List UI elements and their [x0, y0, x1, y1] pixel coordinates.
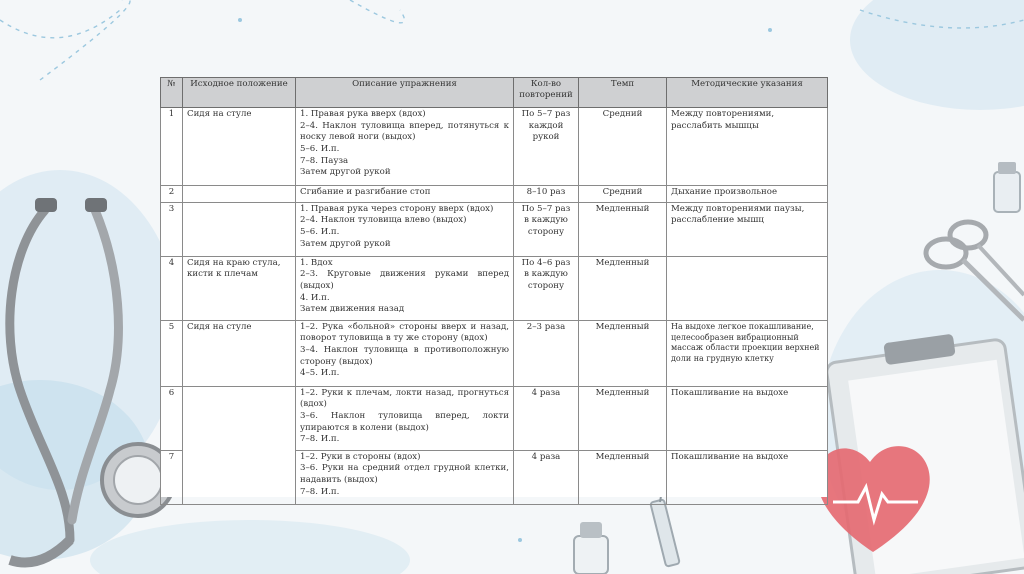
header-number: №	[161, 78, 183, 108]
row-notes	[667, 256, 828, 320]
description-line: Сгибание и разгибание стоп	[300, 187, 431, 197]
row-position	[183, 186, 296, 203]
header-notes: Методические указания	[667, 78, 828, 108]
description-line: 4. И.п.	[300, 292, 330, 303]
row-position	[183, 386, 296, 504]
row-tempo: Медленный	[579, 256, 667, 320]
row-repetitions: 8–10 раз	[514, 186, 579, 203]
row-number: 6	[161, 386, 183, 450]
header-tempo: Темп	[579, 78, 667, 108]
table-header-row	[161, 78, 828, 108]
exercise-table-container	[160, 77, 827, 497]
scissors-illustration	[918, 215, 1024, 325]
description-line: 2–4. Наклон туловища вперед, потянуться к носку левой ноги (выдох)	[300, 120, 509, 143]
description-line: 1–2. Руки в стороны (вдох)	[300, 451, 421, 462]
table-row	[161, 320, 828, 386]
table-row	[161, 202, 828, 256]
row-notes: Между повторениями, расслабить мышцы	[667, 108, 828, 186]
row-number: 4	[161, 256, 183, 320]
row-number: 1	[161, 108, 183, 186]
description-line: 5–6. И.п.	[300, 144, 340, 155]
description-line: Затем другой рукой	[300, 167, 391, 178]
row-tempo: Медленный	[579, 202, 667, 256]
row-tempo: Средний	[579, 186, 667, 203]
description-line: 1–2. Руки к плечам, локти назад, прогнуться (вдох)	[300, 387, 509, 410]
description-line: 5–6. И.п.	[300, 227, 340, 238]
description-line: 7–8. Пауза	[300, 155, 349, 166]
row-repetitions: 2–3 раза	[514, 320, 579, 386]
description-line: 2–3. Круговые движения руками вперед (выдох)	[300, 269, 509, 292]
description-line: 1. Правая рука через сторону вверх (вдох)	[300, 203, 494, 214]
row-number: 5	[161, 320, 183, 386]
row-description	[296, 386, 514, 450]
row-repetitions: 4 раза	[514, 450, 579, 504]
row-repetitions: 4 раза	[514, 386, 579, 450]
description-line: 4–5. И.п.	[300, 368, 340, 379]
header-description: Описание упражнения	[296, 78, 514, 108]
row-description	[296, 108, 514, 186]
vial-illustration	[570, 520, 614, 574]
description-line: 3–4. Наклон туловища в противоположную сторону (выдох)	[300, 345, 509, 367]
row-number: 3	[161, 202, 183, 256]
row-position	[183, 202, 296, 256]
description-line: 1. Вдох	[300, 257, 333, 268]
description-line: 1. Правая рука вверх (вдох)	[300, 109, 426, 119]
row-repetitions: По 5–7 раз каждой рукой	[514, 108, 579, 186]
description-line: 1–2. Рука «больной» стороны вверх и назад, поворот туловища в ту же сторону (вдох)	[300, 321, 509, 344]
row-tempo: Медленный	[579, 450, 667, 504]
row-notes: Между повторениями паузы, расслабление мышц	[667, 202, 828, 256]
row-description	[296, 256, 514, 320]
row-notes: Покашливание на выдохе	[667, 386, 828, 450]
row-position: Сидя на краю стула, кисти к плечам	[183, 256, 296, 320]
table-row	[161, 386, 828, 450]
row-tempo: Медленный	[579, 386, 667, 450]
exercise-table	[160, 77, 828, 505]
description-line: 7–8. И.п.	[300, 486, 340, 497]
row-notes: Покашливание на выдохе	[667, 450, 828, 504]
table-row	[161, 256, 828, 320]
header-position: Исходное положение	[183, 78, 296, 108]
table-row	[161, 108, 828, 186]
row-position: Сидя на стуле	[183, 320, 296, 386]
row-description	[296, 450, 514, 504]
row-tempo: Медленный	[579, 320, 667, 386]
row-repetitions: По 4–6 раз в каждую сторону	[514, 256, 579, 320]
row-number: 7	[161, 450, 183, 504]
row-repetitions: По 5–7 раз в каждую сторону	[514, 202, 579, 256]
description-line: 7–8. И.п.	[300, 434, 340, 445]
description-line: 2–4. Наклон туловища влево (выдох)	[300, 215, 467, 226]
row-position: Сидя на стуле	[183, 108, 296, 186]
description-line: 3–6. Руки на средний отдел грудной клетки, надавить (выдох)	[300, 463, 509, 486]
row-description	[296, 202, 514, 256]
row-description	[296, 320, 514, 386]
row-notes: На выдохе легкое покашливание, целесообразен вибрационный массаж области проекции верхней доли на грудную клетку	[667, 320, 828, 386]
description-line: Затем движения назад	[300, 304, 405, 315]
row-number: 2	[161, 186, 183, 203]
description-line: 3–6. Наклон туловища вперед, локти упираются в колени (выдох)	[300, 411, 509, 433]
row-description	[296, 186, 514, 203]
header-repetitions: Кол-во повторений	[514, 78, 579, 108]
row-notes: Дыхание произвольное	[667, 186, 828, 203]
vial-small-illustration	[990, 160, 1024, 220]
table-row	[161, 186, 828, 203]
description-line: Затем другой рукой	[300, 238, 391, 249]
row-tempo: Средний	[579, 108, 667, 186]
